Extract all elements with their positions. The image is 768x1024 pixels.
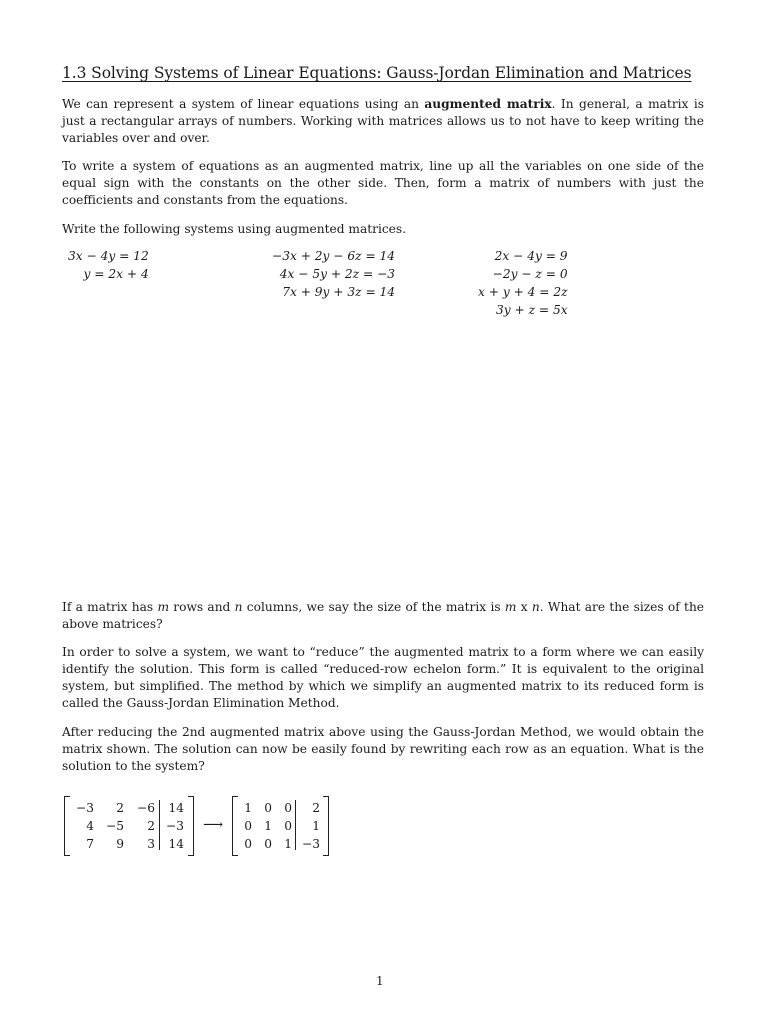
equation: y = 2x + 4 [83, 267, 149, 281]
paragraph-matrix-size: If a matrix has m rows and n columns, we say the size of the matrix is m x n. What are the sizes of the above matrices? [62, 600, 705, 631]
equation: −2y − z = 0 [492, 267, 568, 281]
matrix-cell: 0 [244, 819, 252, 833]
left-bracket [64, 796, 70, 856]
matrix-cell: 0 [244, 837, 252, 851]
matrix-cell: 1 [312, 819, 320, 833]
matrix-cell: 2 [312, 801, 320, 815]
right-bracket [188, 796, 194, 856]
paragraph-write-system: To write a system of equations as an augmented matrix, line up all the variables on one side of the equal sign with the constants on the other side. Then, form a matrix of numbers with just the coefficients and constants from the equations. [62, 159, 704, 207]
equation: 3x − 4y = 12 [68, 249, 149, 263]
paragraph-reduce: In order to solve a system, we want to “reduce” the augmented matrix to a form where we can easily identify the solution. This form is called “reduced-row echelon form.” It is equivalent to the original system, but simplified. The method by which we simplify an augmented matrix to its reduced form is called the Gauss-Jordan Elimination Method. [62, 645, 704, 710]
matrix-cell: 14 [168, 801, 184, 815]
matrix-cell: 3 [147, 837, 155, 851]
matrix-cell: 0 [264, 801, 272, 815]
paragraph-solution-question: After reducing the 2nd augmented matrix above using the Gauss-Jordan Method, we would obtain the matrix shown. The solution can now be easily found by rewriting each row as an equation. What is the solution to the system? [62, 725, 704, 773]
equation: 4x − 5y + 2z = −3 [279, 267, 396, 281]
term-augmented-matrix: augmented matrix [424, 97, 552, 111]
matrix-cell: 7 [86, 837, 94, 851]
matrix-cell: 2 [147, 819, 155, 833]
matrix-cell: 0 [284, 801, 292, 815]
matrix-cell: −3 [166, 819, 184, 833]
page-number: 1 [376, 974, 384, 988]
matrix-cell: 1 [264, 819, 272, 833]
equation: −3x + 2y − 6z = 14 [272, 249, 396, 263]
matrix-cell: −6 [137, 801, 155, 815]
system-3 [478, 247, 568, 319]
section-title: 1.3 Solving Systems of Linear Equations: Gauss-Jordan Elimination and Matrices [62, 64, 692, 82]
matrix-cell: 2 [116, 801, 124, 815]
matrix-cell: 9 [116, 837, 124, 851]
equation: 7x + 9y + 3z = 14 [282, 285, 396, 299]
matrix-cell: −3 [76, 801, 94, 815]
matrix-cell: 0 [284, 819, 292, 833]
augment-divider [295, 800, 296, 850]
right-bracket [323, 796, 329, 856]
matrix-reduction-example [62, 796, 362, 856]
equation: 3y + z = 5x [495, 303, 568, 317]
paragraph-instruction: Write the following systems using augmented matrices. [62, 222, 407, 236]
paragraph-augmented-matrix: We can represent a system of linear equations using an augmented matrix. In general, a matrix is just a rectangular arrays of numbers. Working with matrices allows us to not have to keep writing the variables over and over. [62, 97, 705, 145]
matrix-cell: −3 [302, 837, 320, 851]
matrix-cell: 0 [264, 837, 272, 851]
matrix-cell: −5 [106, 819, 124, 833]
reduces-to-arrow: ⟶ [203, 817, 224, 833]
system-1 [68, 247, 149, 283]
equation: 2x − 4y = 9 [494, 249, 568, 263]
matrix-cell: 1 [284, 837, 292, 851]
matrix-cell: 1 [244, 801, 252, 815]
matrix-cell: 14 [168, 837, 184, 851]
equation: x + y + 4 = 2z [478, 285, 568, 299]
matrix-cell: 4 [86, 819, 94, 833]
document-page [62, 0, 704, 1024]
system-2 [272, 247, 395, 301]
augment-divider [159, 800, 160, 850]
